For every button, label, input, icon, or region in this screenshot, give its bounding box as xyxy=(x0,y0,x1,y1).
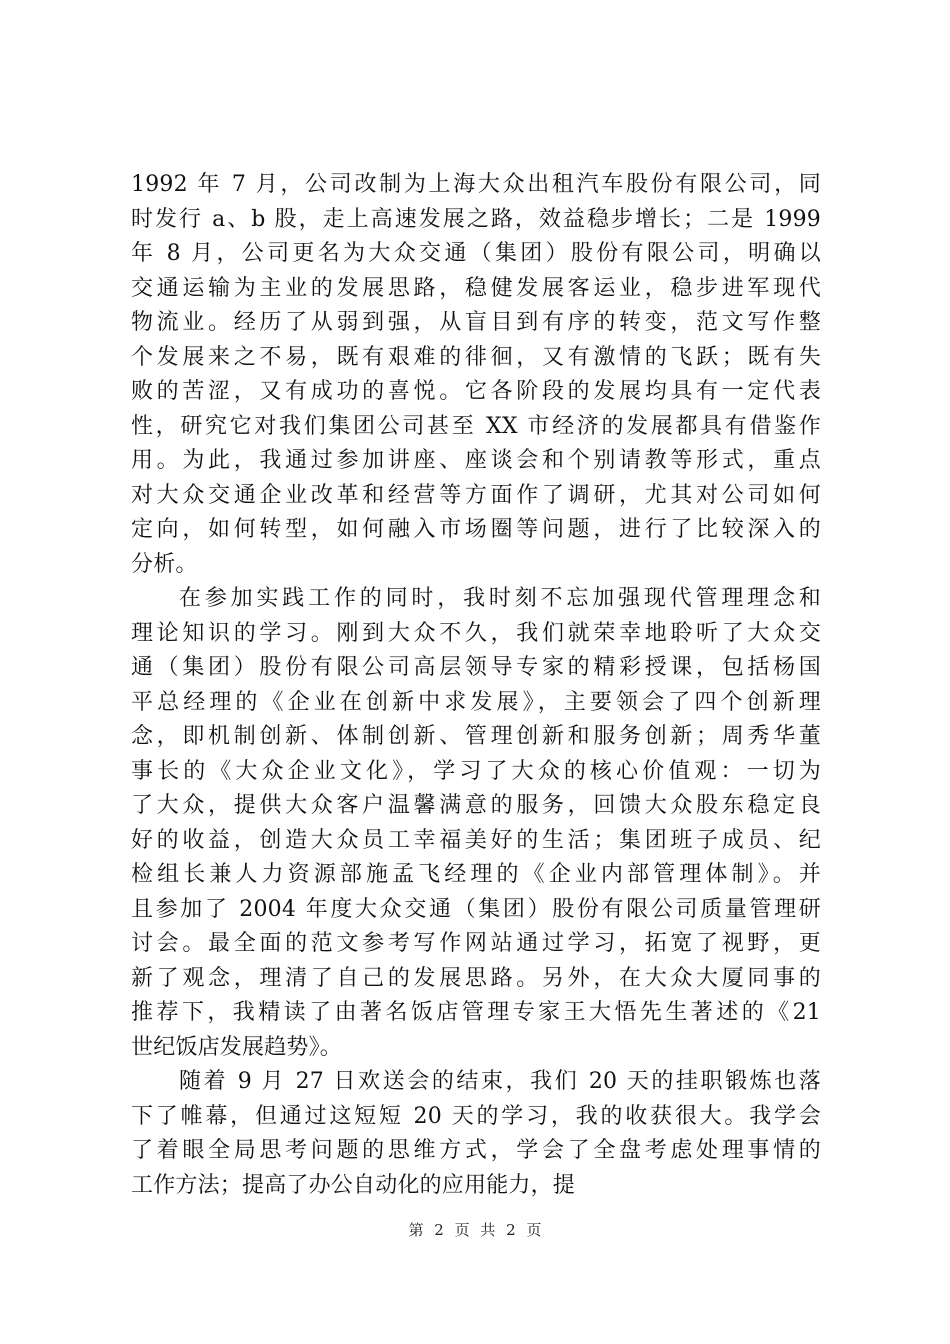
text-line: 在参加实践工作的同时，我时刻不忘加强现代管理理念和 xyxy=(179,586,821,611)
text-line: 随着 9 月 27 日欢送会的结束，我们 20 天的挂职锻炼也落 xyxy=(179,1069,821,1094)
page-footer: 第 2 页 共 2 页 xyxy=(408,1221,542,1239)
text-line: 个发展来之不易，既有艰难的徘徊，又有激情的飞跃；既有失 xyxy=(131,344,821,370)
text-line: 世纪饭店发展趋势》。 xyxy=(131,1034,343,1060)
text-line: 年 8 月，公司更名为大众交通（集团）股份有限公司，明确以 xyxy=(131,241,821,266)
text-line: 理论知识的学习。刚到大众不久，我们就荣幸地聆听了大众交 xyxy=(131,620,821,646)
text-line: 败的苦涩，又有成功的喜悦。它各阶段的发展均具有一定代表 xyxy=(131,379,821,404)
body-text xyxy=(131,168,821,1203)
text-line: 了着眼全局思考问题的思维方式，学会了全盘考虑处理事情的 xyxy=(131,1138,821,1163)
text-line: 推荐下，我精读了由著名饭店管理专家王大悟先生著述的《21 xyxy=(131,1000,821,1025)
text-line: 交通运输为主业的发展思路，稳健发展客运业，稳步进军现代 xyxy=(131,275,821,301)
text-line: 性，研究它对我们集团公司甚至 XX 市经济的发展都具有借鉴作 xyxy=(131,413,821,439)
text-line: 工作方法；提高了办公自动化的应用能力，提 xyxy=(131,1172,576,1198)
text-line: 新了观念，理清了自己的发展思路。另外，在大众大厦同事的 xyxy=(131,965,821,991)
text-line: 平总经理的《企业在创新中求发展》，主要领会了四个创新理 xyxy=(131,689,821,715)
text-line: 下了帷幕，但通过这短短 20 天的学习，我的收获很大。我学会 xyxy=(131,1103,821,1129)
text-line: 定向，如何转型，如何融入市场圈等问题，进行了比较深入的 xyxy=(131,517,821,542)
text-line: 用。为此，我通过参加讲座、座谈会和个别请教等形式，重点 xyxy=(131,448,821,473)
text-line: 对大众交通企业改革和经营等方面作了调研，尤其对公司如何 xyxy=(131,482,821,508)
text-line: 检组长兼人力资源部施孟飞经理的《企业内部管理体制》。并 xyxy=(131,862,821,887)
text-line: 且参加了 2004 年度大众交通（集团）股份有限公司质量管理研 xyxy=(131,896,821,922)
text-line: 物流业。经历了从弱到强，从盲目到有序的转变，范文写作整 xyxy=(131,310,821,335)
text-line: 了大众，提供大众客户温馨满意的服务，回馈大众股东稳定良 xyxy=(131,793,821,818)
text-line: 好的收益，创造大众员工幸福美好的生活；集团班子成员、纪 xyxy=(131,827,821,853)
text-line: 念，即机制创新、体制创新、管理创新和服务创新；周秀华董 xyxy=(131,724,821,749)
text-line: 事长的《大众企业文化》，学习了大众的核心价值观：一切为 xyxy=(131,758,821,784)
text-line: 通（集团）股份有限公司高层领导专家的精彩授课，包括杨国 xyxy=(131,655,821,680)
text-line: 1992 年 7 月，公司改制为上海大众出租汽车股份有限公司，同 xyxy=(131,172,821,197)
text-line: 时发行 a、b 股，走上高速发展之路，效益稳步增长；二是 1999 xyxy=(131,206,821,232)
text-line: 分析。 xyxy=(131,551,198,577)
text-line: 讨会。最全面的范文参考写作网站通过学习，拓宽了视野，更 xyxy=(131,931,821,956)
